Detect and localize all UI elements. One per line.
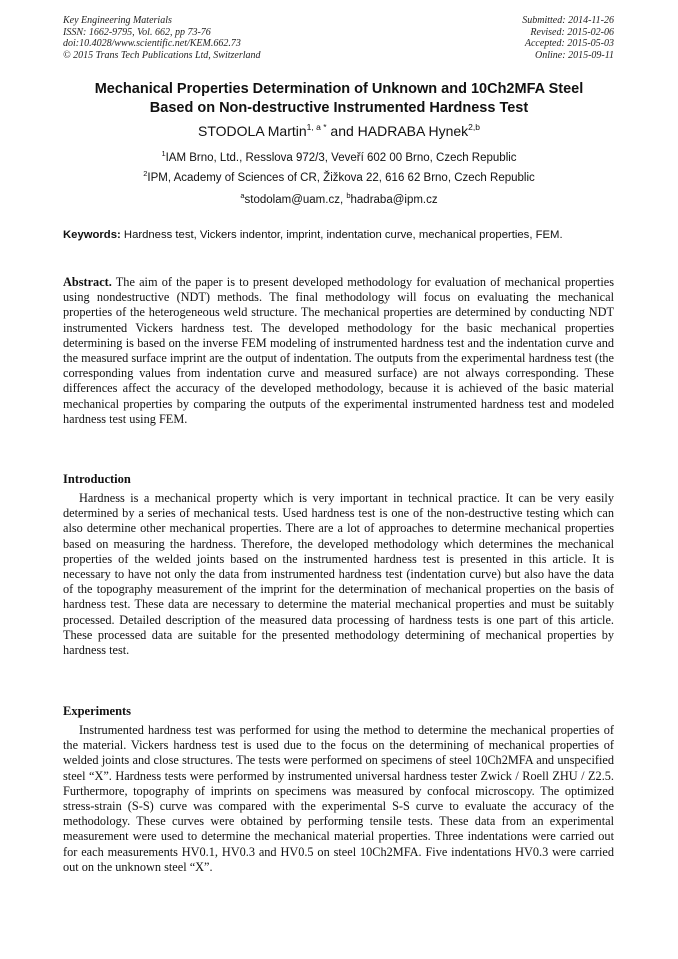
date-submitted: Submitted: 2014-11-26	[522, 15, 614, 26]
title-line-2: Based on Non-destructive Instrumented Hardness Test	[149, 100, 529, 116]
email-line	[40, 193, 638, 207]
author-1-affil: 1, a *	[306, 122, 327, 132]
author-2-affil: 2,b	[468, 122, 480, 132]
date-accepted: Accepted: 2015-05-03	[524, 38, 614, 50]
title-line-1: Mechanical Properties Determination of Unknown and 10Ch2MFA Steel	[94, 81, 584, 97]
paper-title	[40, 80, 638, 118]
introduction-paragraph: Hardness is a mechanical property which is very important in technical practice. It can be very easily determined by a series of mechanical tests. Used hardness test is one of the non-destructive testing which can also determine other mechanical properties. There are a lot of approaches to determine mechanical properties based on measuring the hardness. Therefore, the developed methodology which determines the mechanical properties of the welded joints based on the instrumented hardness test is presented in this article. It is necessary to have not only the data from instrumented hardness test (indentation curve) but also have the data of the topography measurement of the imprint for the determination of mechanical properties on the basis of hardness test. These data are necessary to determine the material mechanical properties and must be suitably processed. Detailed description of the measured data processing of hardness tests is one part of this article. These processed data are suitable for the presented methodology determining of mechanical properties by hardness test.	[63, 491, 614, 658]
experiments-paragraph: Instrumented hardness test was performed for using the method to determine the mechanical properties of the material. Vickers hardness test is used due to the focus on the determining of mechanical properties of welded joints and close structures. The tests were performed on specimens of steel 10Ch2MFA and unspecified steel “X”. Hardness tests were performed by instrumented universal hardness tester Zwick / Roell ZHU / Z2.5. Furthermore, topography of imprints on specimens was measured by confocal microscopy. The optimized stress-strain (S-S) curve was compared with the experimental S-S curve to evaluate the accuracy of the methodology. These curves were obtained by performing tensile tests. These data from an experimental measurement were used to determine the mechanical material properties. Three indentations were carried out for each measurements HV0.1, HV0.3 and HV0.5 on steel 10Ch2MFA. Five indentations HV0.3 were carried out on the unknown steel “X”.	[63, 723, 614, 874]
journal-header	[63, 15, 261, 61]
abstract-label: Abstract.	[63, 275, 112, 289]
date-online: Online: 2015-09-11	[535, 49, 614, 61]
authors-line	[40, 122, 638, 140]
journal-name: Key Engineering Materials	[63, 15, 172, 26]
introduction-heading: Introduction	[63, 472, 131, 486]
journal-copyright: © 2015 Trans Tech Publications Ltd, Switzerland	[63, 49, 261, 61]
affiliation-2-mark: 2	[143, 169, 148, 178]
dates-header	[522, 15, 614, 61]
email-1: stodolam@uam.cz,	[244, 194, 347, 206]
affiliation-2	[40, 171, 638, 185]
date-revised: Revised: 2015-02-06	[530, 26, 614, 38]
abstract-text: The aim of the paper is to present developed methodology for evaluation of mechanical properties using nondestructive (NDT) methods. The final methodology will focus on evaluating the mechanical properties of the heterogeneous weld structure. The mechanical properties are determined by conducting NDT instrumented Vickers hardness test. The developed methodology for the basic mechanical properties determining is based on the inverse FEM modeling of instrumented hardness test and the indentation curve and the measured surface imprint are the output of indentation. The outputs from the experimental hardness test (the corresponding values from indentation curve and measured surface) are not always corresponding. These differences affect the accuracy of the developed methodology, because it is achieved of the basic material mechanical properties by comparing the outputs of the experimental instrumented hardness test and modeled hardness test using FEM.	[63, 275, 614, 426]
email-2: hadraba@ipm.cz	[350, 194, 438, 206]
keywords	[63, 228, 614, 243]
keywords-label: Keywords:	[63, 229, 121, 241]
experiments-heading: Experiments	[63, 704, 132, 718]
abstract	[63, 275, 614, 427]
keywords-text: Hardness test, Vickers indentor, imprint, indentation curve, mechanical properties, FEM.	[120, 229, 563, 241]
author-1: STODOLA Martin	[198, 123, 307, 139]
affiliation-2-text: IPM, Academy of Sciences of CR, Žižkova 22, 616 62 Brno, Czech Republic	[147, 172, 535, 184]
author-conjunction: and	[326, 123, 358, 139]
affiliation-1	[40, 151, 638, 165]
journal-doi: doi:10.4028/www.scientific.net/KEM.662.73	[63, 38, 241, 50]
author-2: HADRABA Hynek	[357, 123, 469, 139]
affiliation-1-mark: 1	[161, 149, 166, 158]
journal-issn: ISSN: 1662-9795, Vol. 662, pp 73-76	[63, 26, 211, 38]
email-1-mark: a	[240, 191, 245, 200]
email-2-mark: b	[346, 191, 351, 200]
affiliation-1-text: IAM Brno, Ltd., Resslova 972/3, Veveří 602 00 Brno, Czech Republic	[165, 152, 517, 164]
